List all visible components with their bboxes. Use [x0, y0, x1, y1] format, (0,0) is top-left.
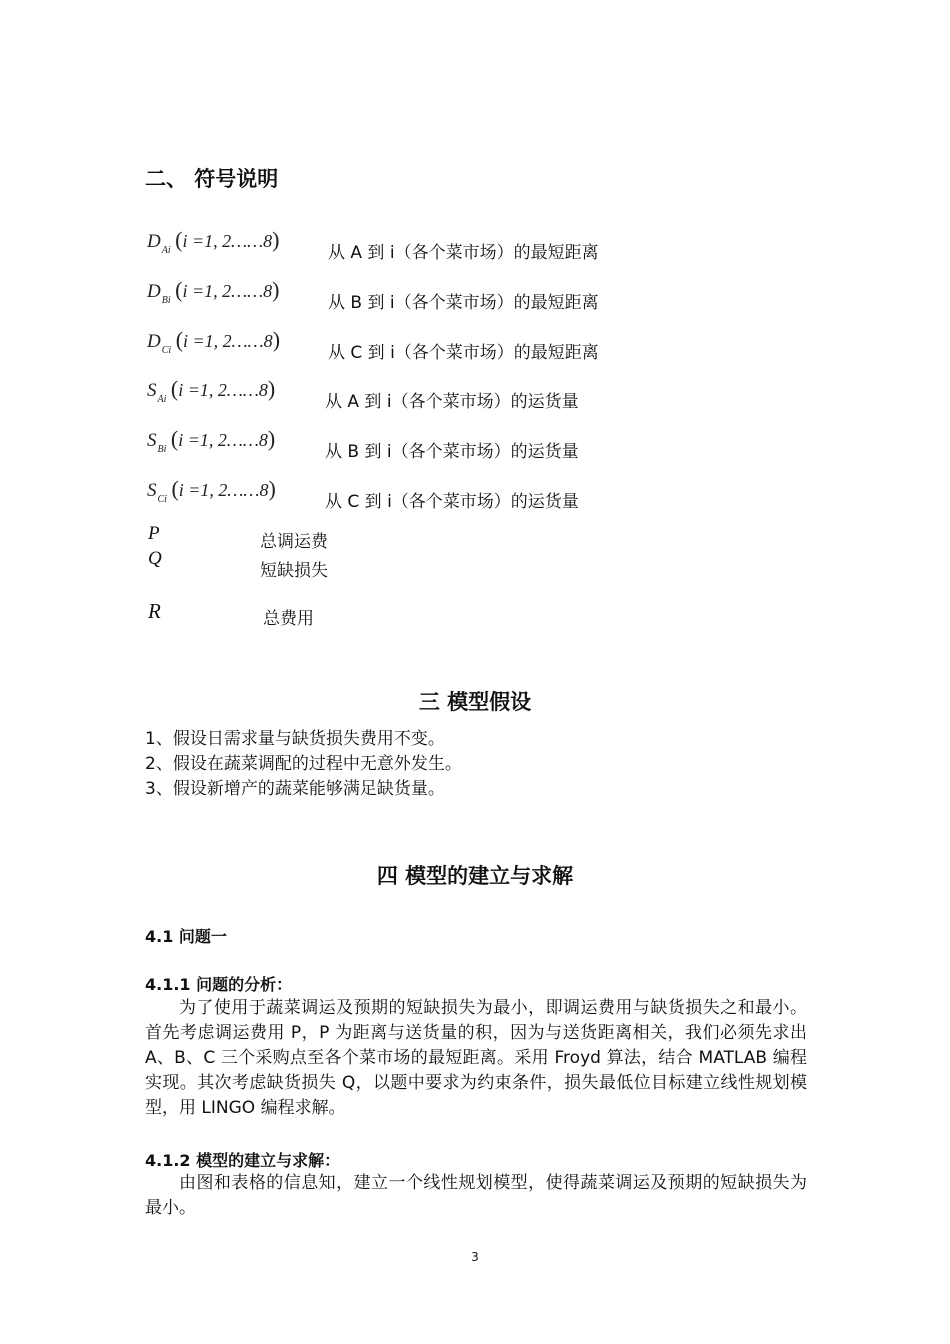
symbol-sub: Bi [157, 444, 167, 455]
symbol-sub: Ai [161, 245, 171, 256]
subsection-heading: 4.1 问题一 [145, 927, 227, 946]
symbol-var: D [147, 331, 161, 352]
symbol-formula: $S_{Ai}$ (i =1, 2……8) [147, 376, 276, 405]
var-q-desc: 短缺损失 [260, 561, 328, 581]
symbol-formula: $D_{Ai}$ (i =1, 2……8) [147, 227, 280, 256]
symbol-range: i =1, 2……8 [182, 231, 273, 251]
symbol-formula: $D_{Bi}$ (i =1, 2……8) [147, 277, 280, 306]
section-title-model: 四 模型的建立与求解 [376, 864, 574, 888]
symbol-desc: 从 B 到 i（各个菜市场）的运货量 [325, 442, 579, 462]
paragraph-text: 为了使用于蔬菜调运及预期的短缺损失为最小，即调运费用与缺货损失之和最小。首先考虑调运费用 P，P 为距离与送货量的积，因为与送货距离相关，我们必须先求出 A、B、C 三个采购点至各个菜市场的最短距离。采用 Froyd 算法，结合 MATLAB 编程实现。其次考虑缺货损失 Q，以题中要求为约束条件，损失最低位目标建立线性规划模型，用 LINGO 编程求解。 [145, 998, 807, 1118]
paragraph-text: 由图和表格的信息知，建立一个线性规划模型，使得蔬菜调运及预期的短缺损失为最小。 [145, 1173, 807, 1218]
symbol-sub: Ci [157, 494, 167, 505]
symbol-range: i =1, 2……8 [183, 331, 273, 351]
symbol-var: S [147, 430, 157, 451]
symbol-sub: Bi [161, 295, 171, 306]
symbol-range: i =1, 2……8 [178, 430, 268, 450]
assumption-item: 2、假设在蔬菜调配的过程中无意外发生。 [145, 754, 462, 774]
symbol-formula: $S_{Bi}$ (i =1, 2……8) [147, 426, 276, 455]
page-number: 3 [471, 1250, 479, 1264]
assumption-item: 1、假设日需求量与缺货损失费用不变。 [145, 729, 445, 749]
symbol-var: S [147, 380, 157, 401]
var-p-desc: 总调运费 [260, 532, 328, 552]
symbol-formula: $D_{Ci}$ (i =1, 2……8) [147, 327, 281, 356]
paragraph-analysis [145, 996, 807, 1121]
symbol-desc: 从 A 到 i（各个菜市场）的最短距离 [328, 243, 599, 263]
assumption-item: 3、假设新增产的蔬菜能够满足缺货量。 [145, 779, 445, 799]
symbol-range: i =1, 2……8 [182, 281, 273, 301]
var-r-desc: 总费用 [263, 609, 314, 629]
symbol-var: D [147, 281, 161, 302]
paragraph-model [145, 1171, 807, 1221]
symbol-var: D [147, 231, 161, 252]
symbol-range: i =1, 2……8 [178, 380, 268, 400]
symbol-desc: 从 B 到 i（各个菜市场）的最短距离 [328, 293, 599, 313]
symbol-formula: $S_{Ci}$ (i =1, 2……8) [147, 476, 276, 505]
symbol-range: i =1, 2……8 [178, 480, 269, 500]
section-title-symbols: 二、 符号说明 [145, 167, 279, 191]
subsection-heading: 4.1.2 模型的建立与求解： [145, 1151, 341, 1170]
symbol-sub: Ci [161, 345, 172, 356]
section-title-assumptions: 三 模型假设 [418, 690, 532, 714]
symbol-var: S [147, 480, 157, 501]
var-r: R [148, 599, 161, 623]
subsection-heading: 4.1.1 问题的分析： [145, 975, 293, 994]
symbol-desc: 从 C 到 i（各个菜市场）的最短距离 [328, 343, 599, 363]
symbol-desc: 从 C 到 i（各个菜市场）的运货量 [325, 492, 579, 512]
symbol-sub: Ai [157, 394, 167, 405]
var-p: P [148, 523, 160, 544]
symbol-desc: 从 A 到 i（各个菜市场）的运货量 [325, 392, 579, 412]
var-q: Q [148, 548, 162, 569]
